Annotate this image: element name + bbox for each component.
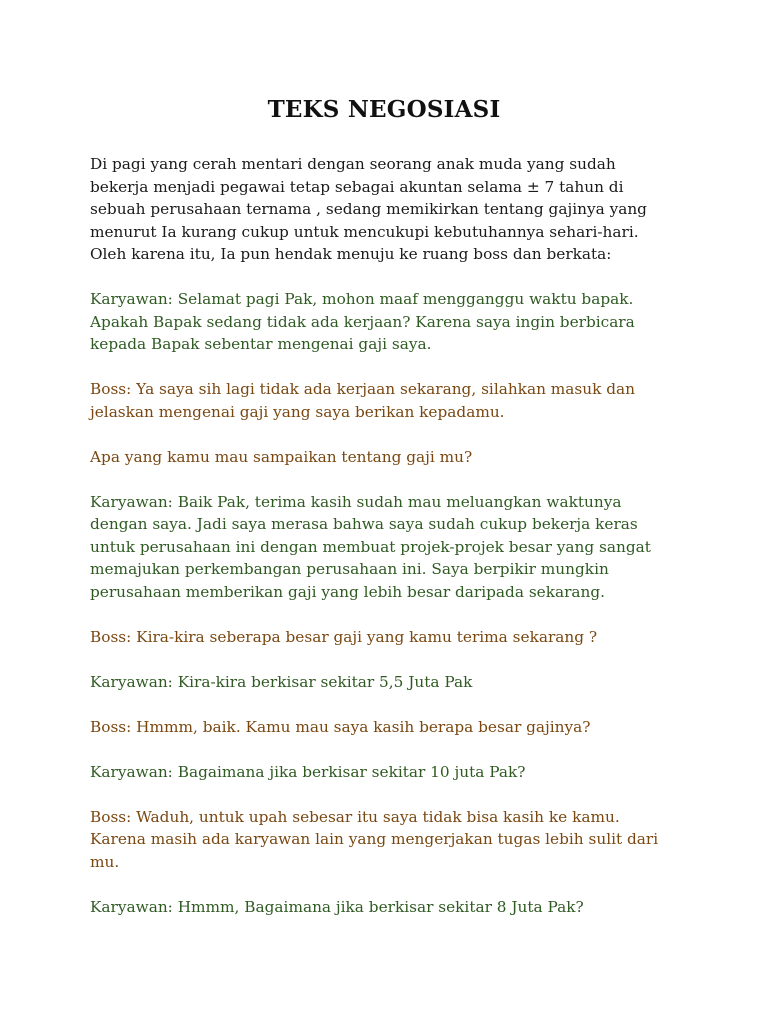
dialogue-boss: Boss: Hmmm, baik. Kamu mau saya kasih berapa besar gajinya?: [90, 717, 591, 736]
dialogue-boss: Apa yang kamu mau sampaikan tentang gaji mu?: [90, 447, 473, 466]
document-title: TEKS NEGOSIASI: [267, 96, 501, 123]
dialogue-karyawan: Karyawan: Bagaimana jika berkisar sekitar 10 juta Pak?: [90, 762, 526, 781]
dialogue-boss: Boss: Kira-kira seberapa besar gaji yang kamu terima sekarang ?: [90, 627, 598, 646]
dialogue-boss: Boss: Waduh, untuk upah sebesar itu saya tidak bisa kasih ke kamu. Karena masih ada karyawan lain yang mengerjakan tugas lebih sulit dari mu.: [90, 807, 659, 871]
dialogue-karyawan: Karyawan: Kira-kira berkisar sekitar 5,5 Juta Pak: [90, 672, 473, 691]
dialogue-boss: Boss: Ya saya sih lagi tidak ada kerjaan sekarang, silahkan masuk dan jelaskan mengenai gaji yang saya berikan kepadamu.: [90, 380, 636, 421]
narrative-paragraph: Di pagi yang cerah mentari dengan seorang anak muda yang sudah bekerja menjadi pegawai tetap sebagai akuntan selama ± 7 tahun di sebuah perusahaan ternama , sedang memikirkan tentang gajinya yang menurut Ia kurang cukup untuk mencukupi kebutuhannya sehari-hari. Oleh karena itu, Ia pun hendak menuju ke ruang boss dan berkata:: [90, 155, 647, 263]
dialogue-karyawan: Karyawan: Hmmm, Bagaimana jika berkisar sekitar 8 Juta Pak?: [90, 897, 584, 916]
dialogue-karyawan: Karyawan: Selamat pagi Pak, mohon maaf mengganggu waktu bapak. Apakah Bapak sedang tidak ada kerjaan? Karena saya ingin berbicara kepada Bapak sebentar mengenai gaji saya.: [90, 290, 635, 353]
dialogue-karyawan: Karyawan: Baik Pak, terima kasih sudah mau meluangkan waktunya dengan saya. Jadi saya merasa bahwa saya sudah cukup bekerja keras untuk perusahaan ini dengan membuat projek-projek besar yang sangat memajukan perkembangan perusahaan ini. Saya berpikir mungkin perusahaan memberikan gaji yang lebih besar daripada sekarang.: [90, 492, 651, 601]
